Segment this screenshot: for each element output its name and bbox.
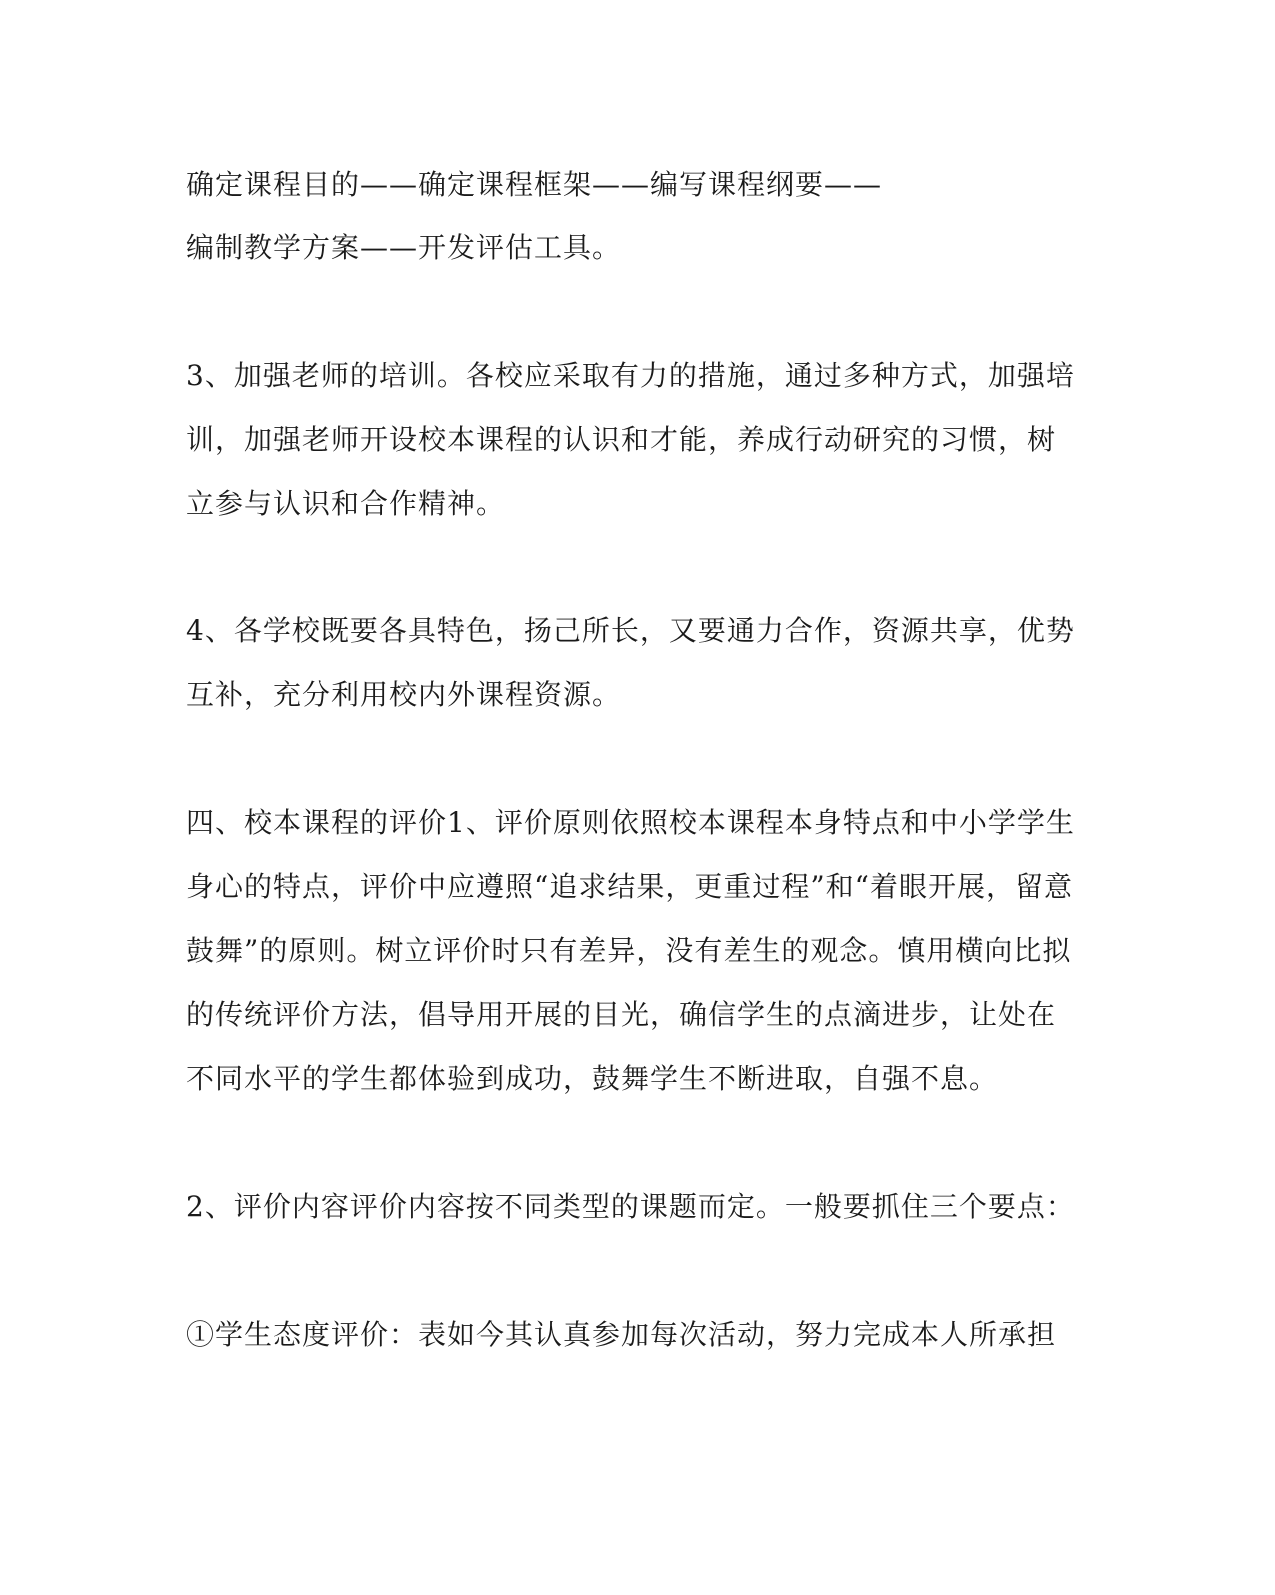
- text-line: 确定课程目的——确定课程框架——编写课程纲要——: [186, 168, 883, 201]
- text-line: 的传统评价方法，倡导用开展的目光，确信学生的点滴进步，让处在: [186, 998, 1057, 1031]
- text-line: 编制教学方案——开发评估工具。: [186, 231, 622, 264]
- text-line: 训，加强老师开设校本课程的认识和才能，养成行动研究的习惯，树: [186, 423, 1057, 456]
- text-line: 3、加强老师的培训。各校应采取有力的措施，通过多种方式，加强培: [186, 359, 1075, 392]
- text-line: 身心的特点，评价中应遵照“追求结果，更重过程”和“着眼开展，留意: [186, 870, 1073, 903]
- text-line: 2、评价内容评价内容按不同类型的课题而定。一般要抓住三个要点：: [186, 1190, 1075, 1223]
- text-line: 4、各学校既要各具特色，扬己所长，又要通力合作，资源共享，优势: [186, 614, 1075, 647]
- text-line: 鼓舞”的原则。树立评价时只有差异，没有差生的观念。慎用横向比拟: [186, 934, 1072, 967]
- text-line: 不同水平的学生都体验到成功，鼓舞学生不断进取，自强不息。: [186, 1062, 999, 1095]
- text-line: ①学生态度评价：表如今其认真参加每次活动，努力完成本人所承担: [186, 1318, 1057, 1351]
- text-line: 四、校本课程的评价1、评价原则依照校本课程本身特点和中小学学生: [186, 806, 1075, 839]
- text-line: 互补，充分利用校内外课程资源。: [186, 678, 622, 711]
- text-line: 立参与认识和合作精神。: [186, 487, 506, 520]
